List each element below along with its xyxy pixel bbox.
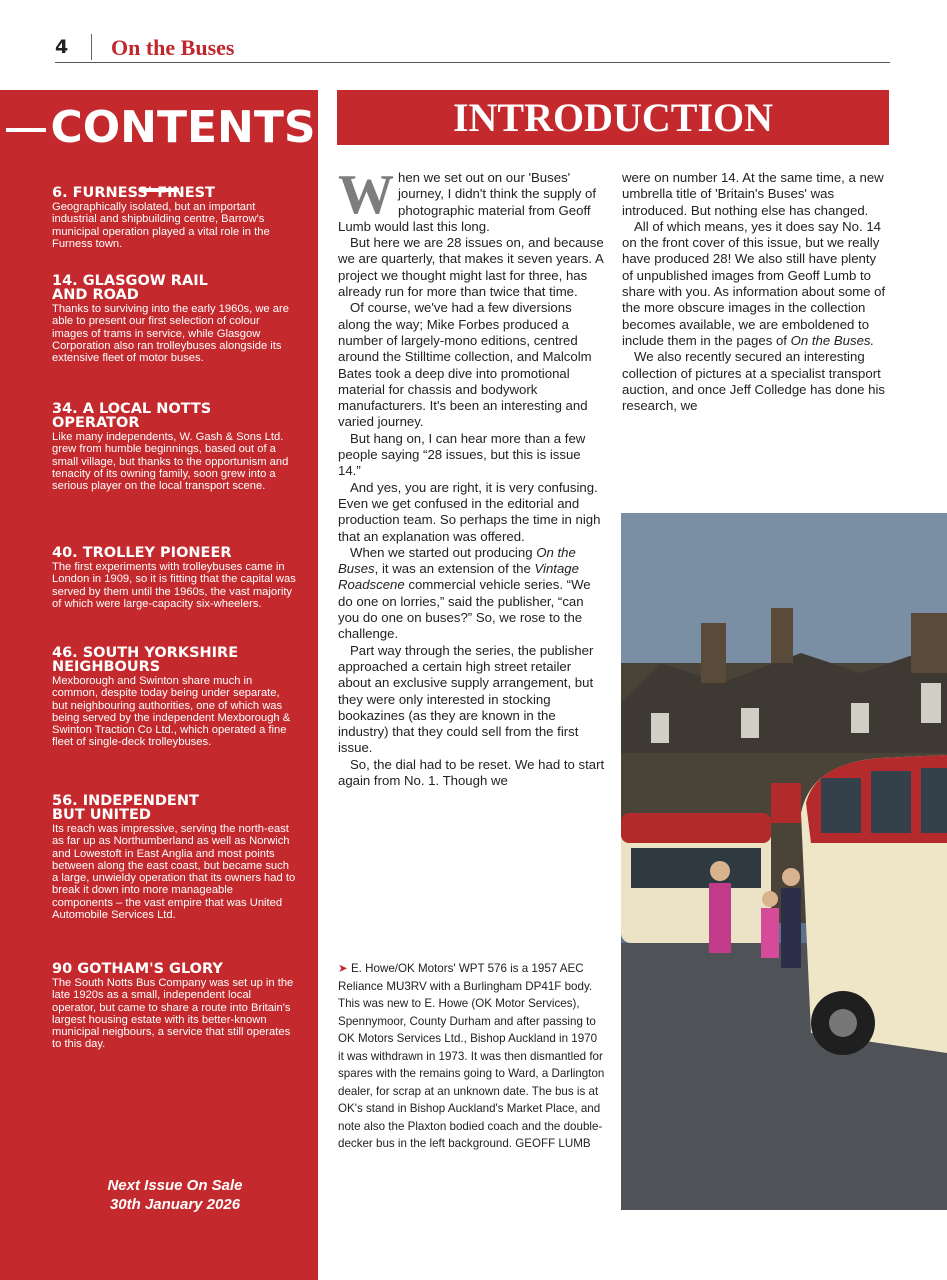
contents-item[interactable] [52,794,297,921]
intro-paragraph: And yes, you are right, it is very confusing. Even we get confused in the editorial and production team. So perhaps the time in nigh that an explanation was offered. [338,479,601,544]
contents-item[interactable] [52,546,297,610]
publication-title: On the Buses [111,35,235,60]
intro-paragraph [622,219,890,349]
italic-title: On the Buses [338,544,576,577]
intro-paragraph: were on number 14. At the same time, a new umbrella title of 'Britain's Buses' was introduced. But nothing else has changed. [622,170,884,218]
text-run: , it was an extension of the [374,561,535,577]
intro-paragraph: We also recently secured an interesting collection of pictures at a specialist transport auction, and once Jeff Colledge has done his research, we [622,349,885,414]
italic-title: Vintage Roadscene [338,561,579,593]
intro-paragraph: So, the dial had to be reset. We had to start again from No. 1. Though we [338,756,605,788]
intro-paragraph: But hang on, I can hear more than a few people saying “28 issues, but this is issue 14.” [338,430,586,479]
contents-item-number: 6. FURNESS' FINEST [52,185,215,201]
drop-cap: W [338,164,394,226]
intro-paragraph [338,545,606,643]
photo-caption [338,960,606,1153]
contents-item-description: Mexborough and Swinton share much in common, despite today being under separate, but neighbouring authorities, one of which was being served by the independent Mexborough & Swinton Traction Co Ltd., which operated a fine fleet of single-deck trolleybuses. [52,675,291,749]
bus-photo-illustration [621,513,947,1210]
introduction-banner [337,90,889,145]
next-issue-line1: Next Issue On Sale [107,1177,243,1194]
contents-item-description: Like many independents, W. Gash & Sons Ltd. grew from humble beginnings, based out of a small village, but thanks to the opportunism and tenacity of its owning family, soon grew into a serious player on the local transport scene. [52,431,289,493]
contents-item[interactable] [52,646,297,749]
introduction-title: INTRODUCTION [452,95,774,140]
next-issue-date: 30th January 2026 [109,1196,241,1213]
caption-arrow-icon: ➤ [338,962,348,975]
intro-paragraph [338,164,606,235]
heading-rule-left [6,128,46,132]
contents-item-number: 56. INDEPENDENT BUT UNITED [52,793,199,823]
contents-item-number: 46. SOUTH YORKSHIRE NEIGHBOURS [52,645,239,675]
text-run: commercial vehicle series. “We do one on lorries,” said the publisher, “can you do one on buses?” So, we rose to the challenge. [338,577,591,642]
intro-paragraph: But here we are 28 issues on, and because we are quarterly, that makes it seven years. A project we thought might last for three, has already run for more than twice that time. [338,235,604,300]
next-issue-notice [70,1176,280,1214]
contents-item-number: 90 GOTHAM'S GLORY [52,961,223,977]
intro-paragraph: Of course, we've had a few diversions along the way; Mike Forbes produced a number of largely-mono editions, centred around the Stilltime collection, and Malcolm Bates took a deep dive into promotional material for chassis and bodywork manufacturers. It's been an interesting and varied journey. [338,300,592,430]
contents-title-text: CONTENTS [50,102,316,153]
contents-sidebar [0,90,318,1280]
page-number: 4 [55,36,69,58]
header-divider [91,34,92,60]
contents-item-description: Thanks to surviving into the early 1960s, we are able to present our first selection of colour images of trams in service, while Glasgow Corporation also ran trolleybuses alongside its extensive fleet of motor buses. [52,303,289,365]
contents-item[interactable] [52,186,297,250]
intro-column-1 [338,164,606,789]
contents-item-number: 14. GLASGOW RAIL AND ROAD [52,273,208,303]
contents-item-description: The first experiments with trolleybuses came in London in 1909, so it is fitting that the capital was served by them until the 1960s, the vast majority of which were large-capacity six-wheelers. [52,561,296,610]
contents-item[interactable] [52,962,297,1051]
text-run: When we started out producing [350,544,537,560]
italic-title: On the Buses. [790,332,875,348]
intro-column-2 [622,170,890,414]
contents-item-description: The South Notts Bus Company was set up in the late 1920s as a small, independent local operator, but came to share a route into Britain's largest housing estate with its better-known municipal neigbours, a service that still operates to this day. [52,977,294,1051]
caption-text: E. Howe/OK Motors' WPT 576 is a 1957 AEC Reliance MU3RV with a Burlingham DP41F body. This was new to E. Howe (OK Motor Services), Spennymoor, County Durham and after passing to OK Motors Services Ltd., Bishop Auckland in 1970 it was withdrawn in 1973. It was then dismantled for spares with the remains going to Ward, a Darlington dealer, for scrap at an unknown date. The bus is at OK's stand in Bishop Auckland's Market Place, and note also the Plaxton bodied coach and the double-decker bus in the left background. GEOFF LUMB [338,962,605,1150]
bus-photo [621,513,947,1210]
intro-paragraph-text: hen we set out on our 'Buses' journey, I didn't think the supply of photographic material from Geoff Lumb would last this long. [338,170,597,234]
contents-item[interactable] [52,402,297,492]
contents-item-description: Its reach was impressive, serving the north-east as far up as Northumberland as well as Norwich and Lowestoft in East Anglia and most points between along the east coast, but became such a large, unwieldy operation that its owners had to break it down into more manageable components – the vast empire that was United Automobile Services Ltd. [52,823,296,922]
contents-item-number: 40. TROLLEY PIONEER [52,545,232,561]
contents-item-description: Geographically isolated, but an important industrial and shipbuilding centre, Barrow's municipal operation played a vital role in the Furness town. [52,201,270,250]
contents-item-number: 34. A LOCAL NOTTS OPERATOR [52,401,212,431]
text-run: All of which means, yes it does say No. 14 on the front cover of this issue, but we really have produced 28! We also still have plenty of unpublished images from Geoff Lumb to share with you. As information about some of the more obscure images in the collection becomes available, we are emboldened to include them in the pages of [622,218,886,348]
contents-item[interactable] [52,274,297,364]
intro-paragraph: Part way through the series, the publisher approached a certain high street retailer about an exclusive supply arrangement, but they were only interested in stocking bookazines (as they are known in the industry) that they could sell from the first issue. [338,642,594,756]
page-header [55,34,890,63]
